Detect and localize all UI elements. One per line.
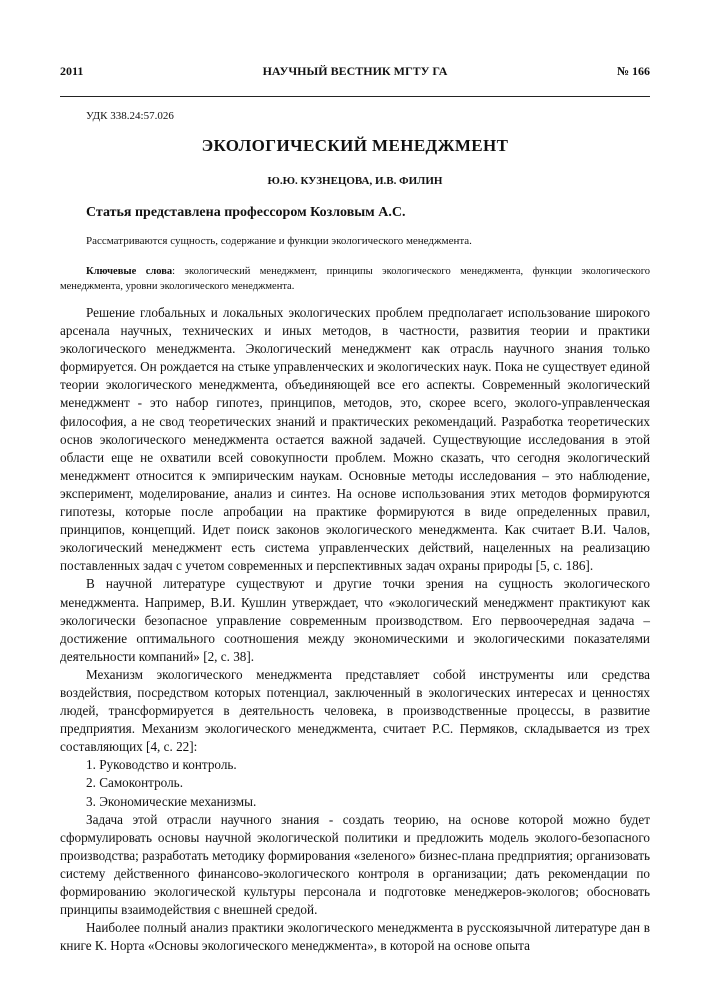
paragraph-2: В научной литературе существуют и другие точки зрения на сущность экологического менеджмента. Например, В.И. Кушлин утверждает, что «экологический менеджмент практикуют как экологически безопасное управление современным производством. Его первоочередная задача – достижение оптимального соотношения между экономическими и экологическими показателями деятельности компаний» [2, с. 38]. bbox=[60, 576, 650, 664]
mechanism-list bbox=[60, 756, 650, 810]
keywords-text: : экологический менеджмент, принципы экологического менеджмента, функции экологического менеджмента, уровни экологического менеджмента. bbox=[60, 266, 650, 292]
list-item: 2. Самоконтроль. bbox=[86, 775, 183, 791]
header-divider bbox=[60, 96, 650, 97]
article-title: ЭКОЛОГИЧЕСКИЙ МЕНЕДЖМЕНТ bbox=[201, 136, 509, 155]
article-authors: Ю.Ю. КУЗНЕЦОВА, И.В. ФИЛИН bbox=[267, 175, 443, 187]
udk-code: УДК 338.24:57.026 bbox=[86, 110, 174, 122]
paragraph-3: Механизм экологического менеджмента представляет собой инструменты или средства воздействия, посредством которых потенциал, заключенный в экологических интересах и ценностях людей, трансформируется в деятельность человека, в производственные процессы, в развитие предприятия. Механизм экологического менеджмента, считает Р.С. Пермяков, складывается из трех составляющих [4, с. 22]: bbox=[60, 666, 650, 755]
paragraph-4: Задача этой отрасли научного знания - создать теорию, на основе которой можно будет сформулировать основы научной экологической политики и предложить модель эколого-безопасного производства; разработать методику формирования «зеленого» бизнес-плана предприятия; организовать систему действенного финансово-экологического контроля в организации; дать рекомендации по формированию экологической культуры персонала и подготовке менеджеров-экологов; обосновать принципы взаимодействия с внешней средой. bbox=[60, 811, 650, 918]
keywords bbox=[60, 264, 650, 294]
header-issue: № 166 bbox=[616, 64, 650, 78]
list-item: 3. Экономические механизмы. bbox=[86, 793, 257, 809]
paragraph-5: Наиболее полный анализ практики экологического менеджмента в русскоязычной литературе дан в книге К. Норта «Основы экологического менеджмента», в которой на основе опыта bbox=[60, 920, 650, 954]
article-body bbox=[60, 304, 650, 955]
list-item: 1. Руководство и контроль. bbox=[86, 757, 237, 773]
header-journal: НАУЧНЫЙ ВЕСТНИК МГТУ ГА bbox=[262, 64, 448, 78]
presented-by: Статья представлена профессором Козловым А.С. bbox=[86, 205, 406, 220]
running-header bbox=[60, 64, 650, 84]
keywords-label: Ключевые слова bbox=[86, 266, 173, 277]
header-year: 2011 bbox=[60, 64, 84, 78]
abstract: Рассматриваются сущность, содержание и функции экологического менеджмента. bbox=[86, 235, 472, 247]
paragraph-1: Решение глобальных и локальных экологических проблем предполагает использование широкого арсенала научных, технических и иных методов, в частности, развития теории и практики экологического менеджмента. Экологический менеджмент как отрасль научного знания только формируется. Он рождается на стыке управленческих и экологических наук. Пока не существует единой теории экологического менеджмента, объединяющей все его аспекты. Современный экологический менеджмент - это набор гипотез, принципов, методов, это, скорее всего, эколого-управленческая философия, а не свод теоретических знаний и практических рекомендаций. Разработка теоретических основ экологического менеджмента остается важной задачей. Существующие исследования в этой области еще не охватили всей совокупности проблем. Можно сказать, что сегодня экологический менеджмент относится к эмпирическим наукам. Основные методы исследования – это наблюдение, эксперимент, моделирование, анализ и синтез. На основе использования этих методов формируются гипотезы, которые после апробации на практике формируются в виде определенных правил, принципов, концепций. Идет поиск законов экологического менеджмента. Как считает В.И. Чалов, экологический менеджмент есть система управленческих действий, нацеленных на реализацию поставленных задач с учетом современных и перспективных задач охраны природы [5, с. 186]. bbox=[60, 305, 650, 574]
